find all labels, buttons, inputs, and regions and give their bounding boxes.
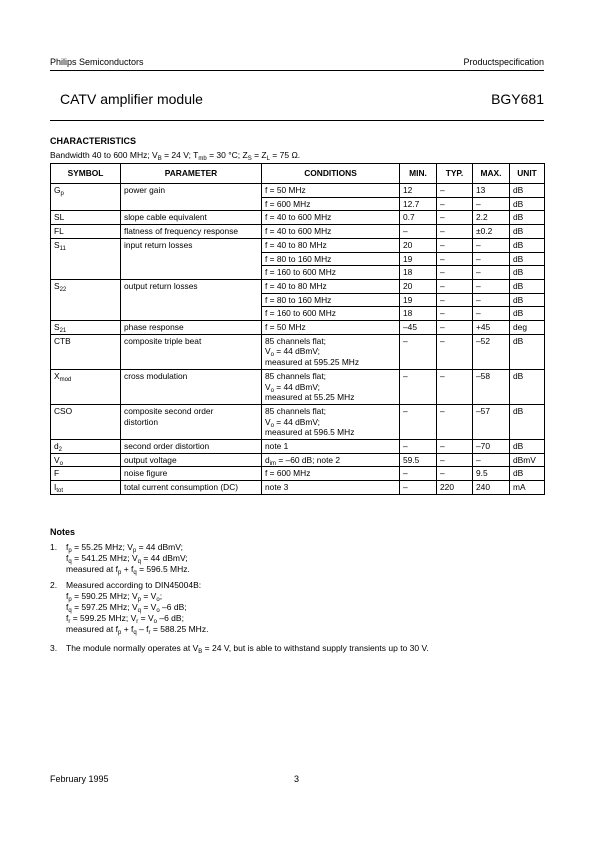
cell-max: –52 <box>473 334 510 369</box>
notes-title: Notes <box>50 527 76 537</box>
cell-symbol <box>51 266 121 280</box>
table-row <box>51 481 545 495</box>
subscript: q <box>133 570 137 576</box>
cell-unit: dBmV <box>510 453 545 467</box>
cell-max: – <box>473 453 510 467</box>
subscript: q <box>133 630 137 636</box>
cell-symbol: CSO <box>51 404 121 439</box>
cell-symbol: SL <box>51 211 121 225</box>
subscript: p <box>132 548 137 554</box>
cell-max: 13 <box>473 184 510 198</box>
cell-min: 20 <box>400 279 437 293</box>
cell-conditions: f = 50 MHz <box>262 184 400 198</box>
cell-conditions: f = 160 to 600 MHz <box>262 307 400 321</box>
subscript: o <box>59 460 63 467</box>
subscript: o <box>270 387 274 394</box>
cell-conditions: f = 40 to 600 MHz <box>262 225 400 239</box>
cell-conditions: f = 80 to 160 MHz <box>262 293 400 307</box>
cell-min: –45 <box>400 321 437 335</box>
subscript: p <box>137 597 141 603</box>
cell-min: 12 <box>400 184 437 198</box>
cell-typ: – <box>437 467 473 481</box>
page-number: 3 <box>294 774 300 784</box>
cell-conditions: $d_{im} = -60$ dB; note 2 <box>262 453 400 467</box>
subscript: B <box>198 649 203 655</box>
table-row <box>51 321 545 335</box>
subscript: o <box>156 608 160 614</box>
cell-typ: – <box>437 369 473 404</box>
cell-parameter <box>121 307 262 321</box>
cell-max: –70 <box>473 440 510 454</box>
cell-unit: dB <box>510 293 545 307</box>
cell-max: – <box>473 293 510 307</box>
cell-unit: dB <box>510 252 545 266</box>
cell-unit: dB <box>510 467 545 481</box>
cell-typ: – <box>437 238 473 252</box>
cell-typ: – <box>437 334 473 369</box>
cell-parameter: power gain <box>121 184 262 198</box>
header-unit: UNIT <box>510 164 545 184</box>
cell-min: 18 <box>400 266 437 280</box>
table-row <box>51 369 545 404</box>
cell-min: – <box>400 369 437 404</box>
cell-conditions: f = 160 to 600 MHz <box>262 266 400 280</box>
table-body <box>51 184 545 495</box>
cell-max: – <box>473 252 510 266</box>
cell-conditions: f = 40 to 80 MHz <box>262 279 400 293</box>
table-row <box>51 252 545 266</box>
cell-conditions: f = 600 MHz <box>262 197 400 211</box>
subscript: mod <box>59 376 72 383</box>
note-line: $f_p = 55.25$ MHz; $V_p = 44$ dBmV; <box>66 542 183 554</box>
table-row <box>51 225 545 239</box>
cell-min: 19 <box>400 252 437 266</box>
cell-max: – <box>473 197 510 211</box>
subscript: q <box>137 608 141 614</box>
cell-unit: dB <box>510 266 545 280</box>
header-min: MIN. <box>400 164 437 184</box>
cell-symbol: $S_{21}$ <box>51 321 121 335</box>
cell-conditions: f = 40 to 80 MHz <box>262 238 400 252</box>
cell-parameter: slope cable equivalent <box>121 211 262 225</box>
characteristics-table <box>50 163 545 495</box>
cell-parameter: phase response <box>121 321 262 335</box>
subscript: 22 <box>59 286 67 293</box>
table-row <box>51 334 545 369</box>
cell-typ: – <box>437 293 473 307</box>
cell-symbol: CTB <box>51 334 121 369</box>
note-body <box>66 643 429 654</box>
cell-symbol: $S_{11}$ <box>51 238 121 252</box>
subscript: q <box>137 559 141 565</box>
subscript: 21 <box>59 328 67 335</box>
subscript: o <box>156 597 160 603</box>
cell-min: – <box>400 467 437 481</box>
subscript: p <box>60 191 64 197</box>
cell-conditions: f = 50 MHz <box>262 321 400 335</box>
cell-parameter: input return losses <box>121 238 262 252</box>
cell-symbol <box>51 293 121 307</box>
cell-unit: mA <box>510 481 545 495</box>
header-rule <box>50 70 544 71</box>
cell-typ: – <box>437 197 473 211</box>
cell-parameter: output voltage <box>121 453 262 467</box>
cell-conditions: 85 channels flat; $V_o = 44$ dBmV; measured at 55.25 MHz <box>262 369 400 404</box>
cell-min: 12.7 <box>400 197 437 211</box>
cell-unit: dB <box>510 238 545 252</box>
note-number: 2. <box>50 580 58 590</box>
subscript: 11 <box>59 245 66 252</box>
subscript: p <box>68 548 72 554</box>
cell-conditions: f = 600 MHz <box>262 467 400 481</box>
cell-symbol <box>51 197 121 211</box>
cell-max: +45 <box>473 321 510 335</box>
cell-unit: dB <box>510 307 545 321</box>
cell-min: 19 <box>400 293 437 307</box>
cell-typ: – <box>437 321 473 335</box>
table-row <box>51 467 545 481</box>
cell-max: ±0.2 <box>473 225 510 239</box>
cell-conditions: note 3 <box>262 481 400 495</box>
cell-typ: – <box>437 453 473 467</box>
table-header-row <box>51 164 545 184</box>
cell-unit: dB <box>510 197 545 211</box>
table-row <box>51 279 545 293</box>
cell-min: 20 <box>400 238 437 252</box>
note-number: 1. <box>50 542 58 552</box>
subscript: tot <box>56 488 63 495</box>
note-number: 3. <box>50 643 58 653</box>
cell-symbol <box>51 252 121 266</box>
cell-max: –57 <box>473 404 510 439</box>
subscript: r <box>136 619 139 625</box>
cell-max: 9.5 <box>473 467 510 481</box>
cell-parameter: noise figure <box>121 467 262 481</box>
cell-typ: – <box>437 404 473 439</box>
note-line: The module normally operates at $V_B = 24$ V, but is able to withstand supply transients up to 30 V. <box>66 643 429 655</box>
cell-min: – <box>400 334 437 369</box>
cell-min: 18 <box>400 307 437 321</box>
cell-symbol: $I_{tot}$ <box>51 481 121 495</box>
note-line: measured at $f_p + f_q = 596.5$ MHz. <box>66 564 190 576</box>
table-row <box>51 307 545 321</box>
cell-min: – <box>400 404 437 439</box>
cell-min: 0.7 <box>400 211 437 225</box>
cell-unit: dB <box>510 225 545 239</box>
document-type: Productspecification <box>463 57 544 67</box>
note-line: $f_q = 597.25$ MHz; $V_q = V_o$ –6 dB; <box>66 602 187 614</box>
cell-symbol: $X_{mod}$ <box>51 369 121 404</box>
cell-symbol: $d_2$ <box>51 440 121 454</box>
note-body <box>66 542 190 575</box>
title-rule <box>50 120 544 121</box>
cell-conditions: note 1 <box>262 440 400 454</box>
part-number: BGY681 <box>491 91 544 107</box>
cell-max: – <box>473 238 510 252</box>
note-line: Measured according to DIN45004B: <box>66 580 202 590</box>
table-row <box>51 404 545 439</box>
note-body <box>66 580 208 635</box>
cell-conditions: 85 channels flat; $V_o = 44$ dBmV; measured at 596.5 MHz <box>262 404 400 439</box>
header-symbol: SYMBOL <box>51 164 121 184</box>
cell-symbol <box>51 307 121 321</box>
cell-symbol: F <box>51 467 121 481</box>
note-line: $f_p = 590.25$ MHz; $V_p = V_o$; <box>66 591 163 603</box>
cell-max: 2.2 <box>473 211 510 225</box>
subscript: p <box>117 630 122 636</box>
table-row <box>51 184 545 198</box>
cell-symbol: FL <box>51 225 121 239</box>
cell-symbol: $G_p$ <box>51 184 121 198</box>
cell-min: – <box>400 225 437 239</box>
subscript: r <box>148 630 151 636</box>
cell-symbol: $S_{22}$ <box>51 279 121 293</box>
subscript: im <box>269 460 277 467</box>
cell-max: – <box>473 279 510 293</box>
cell-typ: – <box>437 266 473 280</box>
cell-unit: dB <box>510 279 545 293</box>
section-title: CHARACTERISTICS <box>50 136 137 146</box>
header-parameter: PARAMETER <box>121 164 262 184</box>
note-line: measured at $f_p + f_q - f_r = 588.25$ MHz. <box>66 624 209 636</box>
cell-max: –58 <box>473 369 510 404</box>
subscript: o <box>153 619 157 625</box>
cell-max: – <box>473 266 510 280</box>
cell-unit: dB <box>510 184 545 198</box>
cell-unit: deg <box>510 321 545 335</box>
cell-typ: – <box>437 184 473 198</box>
subscript: q <box>68 559 72 565</box>
table-row <box>51 453 545 467</box>
cell-conditions: f = 40 to 600 MHz <box>262 211 400 225</box>
cell-parameter <box>121 293 262 307</box>
cell-parameter: flatness of frequency response <box>121 225 262 239</box>
cell-typ: – <box>437 307 473 321</box>
cell-parameter: composite triple beat <box>121 334 262 369</box>
cell-typ: 220 <box>437 481 473 495</box>
cell-unit: dB <box>510 334 545 369</box>
subscript: p <box>117 570 122 576</box>
header-conditions: CONDITIONS <box>262 164 400 184</box>
cell-unit: dB <box>510 369 545 404</box>
cell-unit: dB <box>510 440 545 454</box>
cell-unit: dB <box>510 211 545 225</box>
subscript: 2 <box>58 447 63 454</box>
table-row <box>51 266 545 280</box>
subscript: r <box>68 619 71 625</box>
subscript: o <box>270 422 274 429</box>
cell-parameter: second order distortion <box>121 440 262 454</box>
cell-conditions: f = 80 to 160 MHz <box>262 252 400 266</box>
table-row <box>51 293 545 307</box>
subscript: o <box>270 352 274 359</box>
cell-parameter <box>121 266 262 280</box>
cell-parameter: output return losses <box>121 279 262 293</box>
cell-max: – <box>473 307 510 321</box>
table-row <box>51 211 545 225</box>
cell-typ: – <box>437 440 473 454</box>
cell-parameter: total current consumption (DC) <box>121 481 262 495</box>
cell-typ: – <box>437 225 473 239</box>
cell-typ: – <box>437 279 473 293</box>
cell-min: 59.5 <box>400 453 437 467</box>
cell-conditions: 85 channels flat; $V_o = 44$ dBmV; measured at 595.25 MHz <box>262 334 400 369</box>
cell-parameter <box>121 197 262 211</box>
cell-typ: – <box>437 211 473 225</box>
cell-parameter <box>121 252 262 266</box>
header-typ: TYP. <box>437 164 473 184</box>
cell-symbol: $V_o$ <box>51 453 121 467</box>
test-conditions: Bandwidth 40 to 600 MHz; $V_B = 24$ V; $T_{mb} = 30$ °C; $Z_S = Z_L = 75$ Ω. <box>50 150 301 162</box>
document-title: CATV amplifier module <box>60 91 203 107</box>
cell-parameter: cross modulation <box>121 369 262 404</box>
cell-parameter: composite second order distortion <box>121 404 262 439</box>
header-max: MAX. <box>473 164 510 184</box>
company-name: Philips Semiconductors <box>50 57 144 67</box>
table-row <box>51 197 545 211</box>
table-row <box>51 440 545 454</box>
footer-date: February 1995 <box>50 774 109 784</box>
cell-max: 240 <box>473 481 510 495</box>
note-line: $f_q = 541.25$ MHz; $V_q = 44$ dBmV; <box>66 553 188 565</box>
cell-typ: – <box>437 252 473 266</box>
cell-min: – <box>400 440 437 454</box>
table-row <box>51 238 545 252</box>
subscript: p <box>68 597 72 603</box>
note-line: $f_r = 599.25$ MHz; $V_r = V_o$ –6 dB; <box>66 613 184 625</box>
cell-unit: dB <box>510 404 545 439</box>
subscript: q <box>68 608 72 614</box>
cell-min: – <box>400 481 437 495</box>
